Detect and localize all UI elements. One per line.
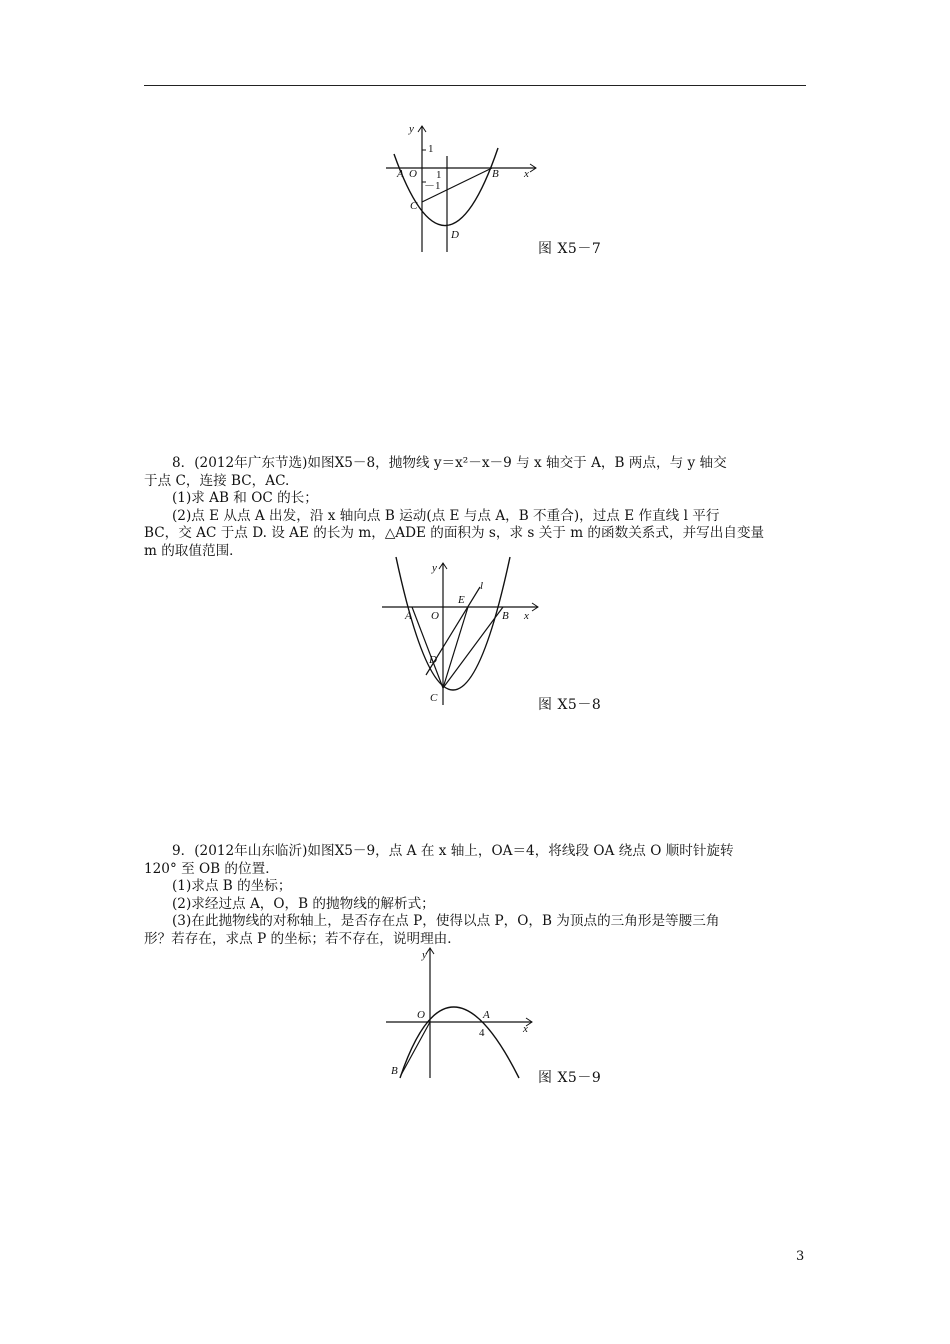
q9-line-1: 9．(2012年山东临沂)如图X5－9，点 A 在 x 轴上，OA＝4，将线段 OA 绕点 O 顺时针旋转 bbox=[172, 843, 734, 859]
question-9 bbox=[144, 843, 806, 948]
label-c: C bbox=[430, 692, 438, 704]
label-one-x: 1 bbox=[436, 169, 442, 181]
label-c: C bbox=[410, 200, 418, 212]
figure-x5-9-caption: 图 X5－9 bbox=[538, 1070, 602, 1086]
q9-line-2: 120° 至 OB 的位置． bbox=[144, 860, 279, 877]
label-o: O bbox=[417, 1009, 425, 1021]
label-y: y bbox=[432, 562, 437, 574]
label-l: l bbox=[480, 580, 484, 592]
label-e: E bbox=[458, 594, 465, 606]
label-neg-one: －1 bbox=[424, 180, 441, 192]
figure-x5-8-caption: 图 X5－8 bbox=[538, 697, 602, 713]
figure-x5-9-graph bbox=[380, 944, 545, 1084]
label-x: x bbox=[524, 168, 529, 180]
label-d: D bbox=[429, 654, 437, 666]
label-d: D bbox=[451, 229, 459, 241]
figure-x5-7-caption: 图 X5－7 bbox=[538, 241, 602, 257]
label-a: A bbox=[405, 610, 412, 622]
segment-ob bbox=[401, 1022, 430, 1075]
figure-x5-8 bbox=[378, 555, 548, 710]
q8-line-5: BC，交 AC 于点 D. 设 AE 的长为 m，△ADE 的面积为 s，求 s 关于 m 的函数关系式，并写出自变量 bbox=[144, 525, 765, 541]
q8-line-2: 于点 C，连接 BC，AC. bbox=[144, 472, 290, 489]
q9-line-4: (2)求经过点 A，O，B 的抛物线的解析式； bbox=[172, 895, 435, 912]
q8-line-4: (2)点 E 从点 A 出发，沿 x 轴向点 B 运动(点 E 与点 A，B 不重合)，过点 E 作直线 l 平行 bbox=[172, 507, 720, 524]
segment-ec bbox=[443, 607, 468, 688]
q9-line-5: (3)在此抛物线的对称轴上，是否存在点 P，使得以点 P，O，B 为顶点的三角形是等腰三角 bbox=[172, 913, 720, 929]
q9-line-6: 形？若存在，求点 P 的坐标；若不存在，说明理由． bbox=[144, 930, 461, 947]
q8-line-6: m 的取值范围． bbox=[144, 542, 243, 559]
label-a: A bbox=[483, 1009, 490, 1021]
label-y: y bbox=[422, 949, 427, 961]
figure-x5-9 bbox=[380, 944, 545, 1084]
label-b: B bbox=[502, 610, 509, 622]
q8-line-1: 8．(2012年广东节选)如图X5－8，抛物线 y＝x²－x－9 与 x 轴交于 A，B 两点，与 y 轴交 bbox=[172, 455, 727, 471]
label-four: 4 bbox=[479, 1027, 485, 1039]
label-b: B bbox=[391, 1065, 398, 1077]
header-rule bbox=[144, 85, 806, 86]
label-one-y: 1 bbox=[428, 143, 434, 155]
parabola bbox=[396, 557, 510, 690]
page-number: 3 bbox=[796, 1249, 805, 1264]
segment-bc bbox=[443, 607, 503, 688]
label-b: B bbox=[492, 168, 499, 180]
label-o: O bbox=[409, 168, 417, 180]
label-y: y bbox=[409, 123, 414, 135]
figure-x5-7-graph bbox=[380, 120, 540, 260]
label-x: x bbox=[524, 610, 529, 622]
figure-x5-8-graph bbox=[378, 555, 548, 710]
q8-line-3: (1)求 AB 和 OC 的长； bbox=[172, 490, 318, 506]
q9-line-3: (1)求点 B 的坐标； bbox=[172, 878, 292, 894]
label-x: x bbox=[523, 1023, 528, 1035]
label-a: A bbox=[397, 168, 404, 180]
parabola bbox=[394, 148, 498, 226]
label-o: O bbox=[431, 610, 439, 622]
question-8 bbox=[144, 455, 806, 560]
figure-x5-7 bbox=[380, 120, 540, 260]
